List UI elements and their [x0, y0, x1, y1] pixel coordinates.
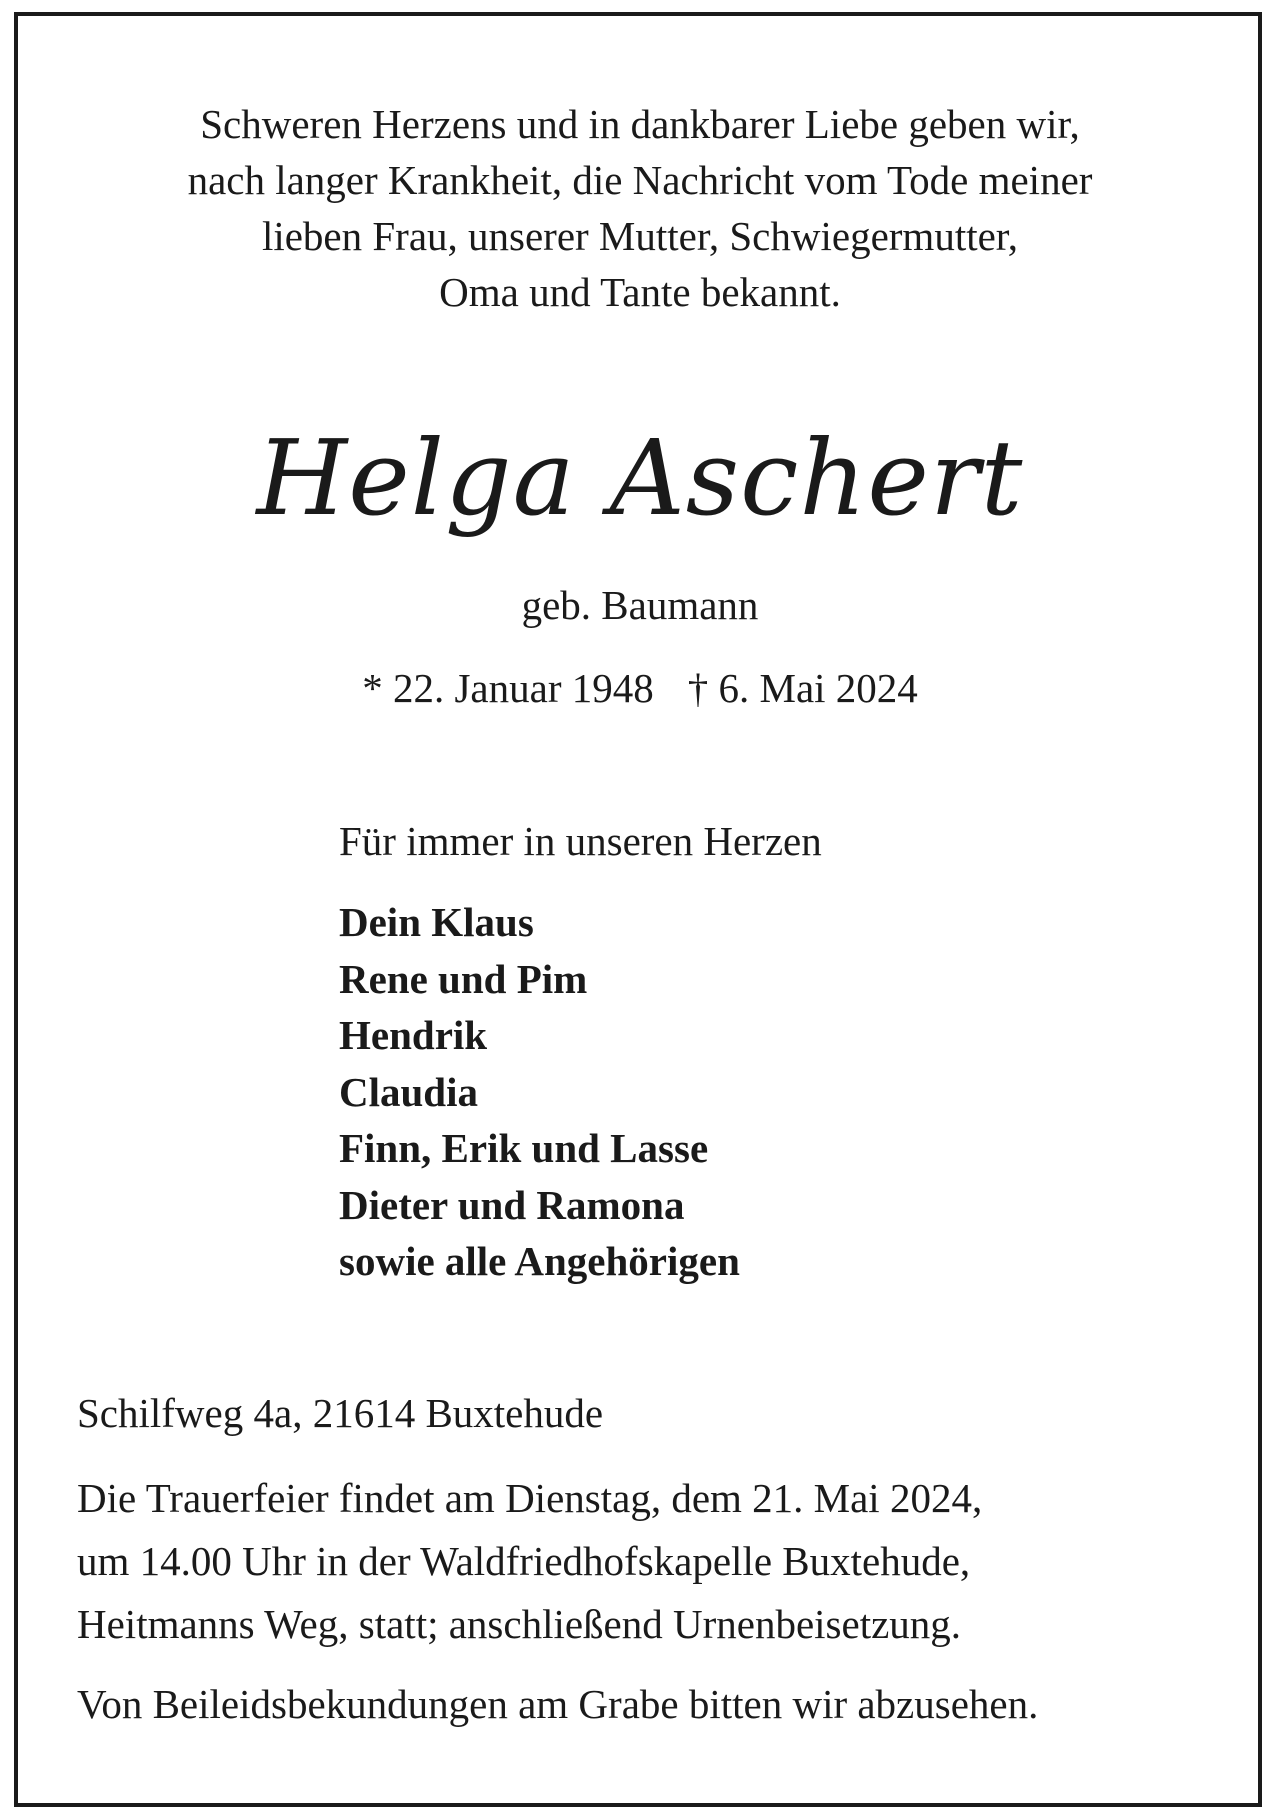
- mourners-list: [339, 894, 740, 1290]
- ceremony-line: um 14.00 Uhr in der Waldfriedhofskapelle Buxtehude,: [77, 1538, 971, 1584]
- intro-text: [0, 96, 1280, 320]
- ceremony-info: [77, 1467, 982, 1656]
- birth-date: * 22. Januar 1948: [362, 665, 654, 711]
- intro-line: Schweren Herzens und in dankbarer Liebe geben wir,: [200, 101, 1080, 147]
- intro-line: Oma und Tante bekannt.: [439, 269, 841, 315]
- death-date: † 6. Mai 2024: [687, 665, 918, 711]
- mourner-name: sowie alle Angehörigen: [339, 1238, 740, 1284]
- deceased-name: Helga Aschert: [256, 417, 1024, 539]
- intro-line: nach langer Krankheit, die Nachricht vom Tode meiner: [187, 157, 1093, 203]
- condolence-request: Von Beileidsbekundungen am Grabe bitten wir abzusehen.: [77, 1681, 1039, 1727]
- mourner-name: Rene und Pim: [339, 955, 588, 1002]
- ceremony-line: Heitmanns Weg, statt; anschließend Urnenbeisetzung.: [77, 1601, 962, 1647]
- maiden-name: geb. Baumann: [521, 582, 759, 628]
- farewell-line: Für immer in unseren Herzen: [339, 818, 822, 864]
- family-address: Schilfweg 4a, 21614 Buxtehude: [77, 1390, 604, 1436]
- mourner-name: Dieter und Ramona: [339, 1181, 685, 1228]
- ceremony-line: Die Trauerfeier findet am Dienstag, dem 21. Mai 2024,: [77, 1475, 983, 1521]
- mourner-name: Claudia: [339, 1068, 478, 1115]
- mourner-name: Dein Klaus: [339, 899, 534, 945]
- mourner-name: Hendrik: [339, 1012, 488, 1058]
- mourner-name: Finn, Erik und Lasse: [339, 1125, 709, 1171]
- intro-line: lieben Frau, unserer Mutter, Schwiegermutter,: [261, 213, 1019, 259]
- life-dates: [0, 663, 1280, 713]
